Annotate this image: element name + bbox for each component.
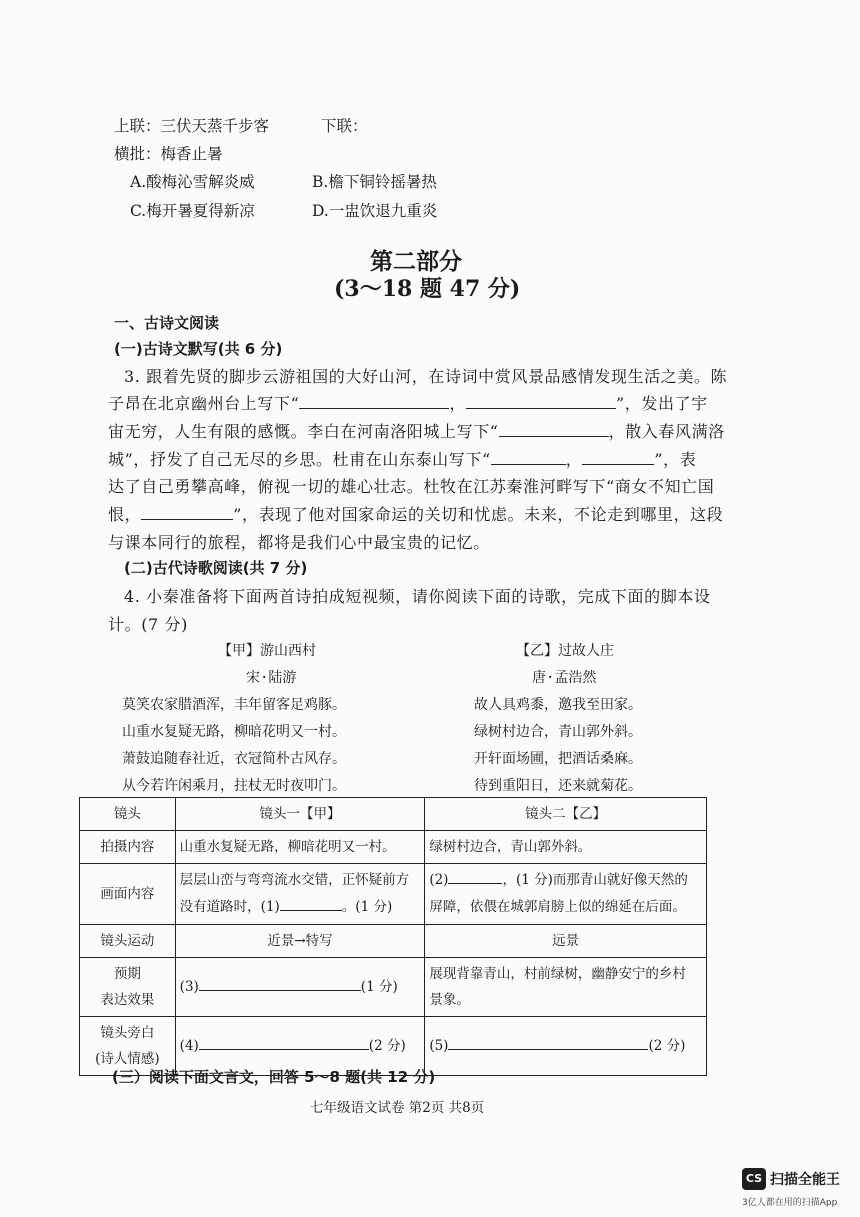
table-cell [425, 958, 707, 1017]
poem-b-author: 唐·孟浩然 [532, 670, 597, 686]
answer-blank[interactable] [199, 976, 361, 991]
scanner-logo-icon: CS [742, 1168, 766, 1190]
poem-b-title: 【乙】过故人庄 [516, 643, 614, 659]
q3-l4-text-c: ”，表 [654, 450, 697, 469]
table-cell [175, 864, 425, 925]
poem-b-line: 故人具鸡黍，邀我至田家。 [474, 697, 642, 713]
option-a: A.酸梅沁雪解炎威 [130, 173, 255, 191]
table-cell: 近景→特写 [175, 925, 425, 958]
table-row [80, 864, 707, 925]
q3-l3-text-a: 宙无穷，人生有限的感慨。李白在河南洛阳城上写下“ [108, 422, 499, 441]
table-cell [425, 864, 707, 925]
header-cell: 镜头 [80, 798, 176, 831]
q3-line-1: 3. 跟着先贤的脚步云游祖国的大好山河，在诗词中赏风景品感情发现生活之美。陈 [124, 367, 728, 386]
cell-line: 层层山峦与弯弯流水交错，正怀疑前方 [179, 872, 410, 888]
couplet-lower: 下联： [321, 117, 368, 135]
table-cell: 绿树村边合，青山郭外斜。 [425, 831, 707, 864]
poem-b-line: 开轩面场圃，把酒话桑麻。 [474, 751, 642, 767]
script-table [79, 797, 707, 1076]
cell-line: 屏障，依偎在城郭肩膀上似的绵延在后面。 [429, 899, 686, 915]
table-cell [425, 1017, 707, 1076]
cell-line: 展现背靠青山，村前绿树，幽静安宁的乡村 [429, 966, 686, 982]
answer-blank[interactable] [199, 1035, 369, 1050]
row-label: 镜头运动 [80, 925, 176, 958]
table-cell: 远景 [425, 925, 707, 958]
page-footer: 七年级语文试卷 第2页 共8页 [310, 1100, 485, 1116]
couplet-horizontal: 横批：梅香止暑 [114, 145, 223, 163]
answer-blank[interactable] [499, 422, 609, 437]
option-d: D.一盅饮退九重炎 [312, 202, 438, 220]
q3-l6-text-a: 恨， [108, 505, 142, 524]
couplet-upper: 上联：三伏天蒸千步客 [114, 117, 270, 135]
cell-text: 没有道路时，(1) [179, 899, 280, 915]
header-cell: 镜头二【乙】 [425, 798, 707, 831]
cell-line [429, 867, 702, 894]
answer-blank[interactable] [448, 1035, 648, 1050]
answer-blank[interactable] [141, 505, 233, 520]
q3-l4-text-a: 城”，抒发了自己无尽的乡思。杜甫在山东泰山写下“ [108, 450, 491, 469]
poem-b-line: 绿树村边合，青山郭外斜。 [474, 724, 642, 740]
answer-blank[interactable] [448, 869, 502, 884]
section-heading-1: 一、古诗文阅读 [114, 314, 220, 332]
row-label-line: 表达效果 [100, 992, 155, 1008]
part-title: 第二部分 [370, 249, 462, 275]
subsection-heading-2: (二)古代诗歌阅读(共 7 分) [124, 559, 308, 577]
row-label: 画面内容 [80, 864, 176, 925]
scanner-tagline: 3亿人都在用的扫描App [742, 1198, 838, 1208]
part-subtitle: (3～18 题 47 分) [334, 276, 521, 302]
q3-l2-text-c: ”，发出了宇 [616, 394, 708, 413]
poem-a-line: 萧鼓追随春社近，衣冠简朴古风存。 [122, 751, 346, 767]
q3-line-3 [108, 419, 725, 442]
cell-text: (1 分) [360, 979, 398, 995]
scanner-app-name: 扫描全能王 [770, 1172, 840, 1188]
q3-line-4 [108, 447, 696, 470]
answer-blank[interactable] [582, 450, 654, 465]
subsection-heading-1: (一)古诗文默写(共 6 分) [114, 340, 283, 358]
table-row [80, 958, 707, 1017]
q3-l2-text-b: ， [449, 394, 466, 413]
cell-text: (4) [179, 1038, 199, 1054]
q3-l6-text-b: ”，表现了他对国家命运的关切和忧虑。未来，不论走到哪里，这段 [233, 505, 724, 524]
q3-line-2 [108, 391, 708, 414]
table-cell [175, 958, 425, 1017]
table-header-row [80, 798, 707, 831]
option-b: B.檐下铜铃摇暑热 [312, 173, 437, 191]
q3-line-5: 达了自己勇攀高峰，俯视一切的雄心壮志。杜牧在江苏秦淮河畔写下“商女不知亡国 [108, 477, 715, 496]
row-label [80, 958, 176, 1017]
q3-l2-text-a: 子昂在北京幽州台上写下“ [108, 394, 300, 413]
cell-line [180, 894, 421, 921]
header-cell: 镜头一【甲】 [175, 798, 425, 831]
cell-text: (5) [429, 1038, 449, 1054]
answer-blank[interactable] [491, 450, 566, 465]
answer-blank[interactable] [466, 394, 616, 409]
cell-text: (3) [179, 979, 199, 995]
poem-a-line: 莫笑农家腊酒浑，丰年留客足鸡豚。 [122, 697, 346, 713]
table-row [80, 925, 707, 958]
poem-a-author: 宋·陆游 [246, 670, 297, 686]
poem-a-title: 【甲】游山西村 [218, 643, 316, 659]
table-cell: 山重水复疑无路，柳暗花明又一村。 [175, 831, 425, 864]
q3-l4-text-b: ， [565, 450, 583, 469]
cell-text: ，(1 分)而那青山就好像天然的 [502, 872, 688, 888]
option-c: C.梅开暑夏得新凉 [130, 202, 255, 220]
row-label: 拍摄内容 [80, 831, 176, 864]
cell-text: (2 分) [368, 1038, 406, 1054]
section-heading-3: (三）阅读下面文言文，回答 5～8 题(共 12 分) [112, 1068, 436, 1086]
cell-text: (2) [429, 872, 449, 888]
q3-line-6 [108, 502, 723, 525]
answer-blank[interactable] [280, 896, 342, 911]
poem-a-line: 从今若许闲乘月，拄杖无时夜叩门。 [122, 778, 346, 794]
q4-line-2: 计。(7 分) [108, 615, 188, 634]
answer-blank[interactable] [299, 394, 449, 409]
q3-line-7: 与课本同行的旅程，都将是我们心中最宝贵的记忆。 [108, 533, 490, 552]
table-row [80, 831, 707, 864]
poem-b-line: 待到重阳日，还来就菊花。 [474, 778, 642, 794]
row-label-line: 镜头旁白 [100, 1025, 155, 1041]
cell-text: 。(1 分) [341, 899, 393, 915]
cell-line: 景象。 [429, 992, 470, 1008]
row-label-line: 预期 [113, 966, 141, 982]
cell-text: (2 分) [648, 1038, 686, 1054]
q4-line-1: 4. 小秦准备将下面两首诗拍成短视频，请你阅读下面的诗歌，完成下面的脚本设 [124, 587, 711, 606]
poem-a-line: 山重水复疑无路，柳暗花明又一村。 [122, 724, 346, 740]
row-label-line: (诗人情感) [95, 1051, 160, 1067]
q3-l3-text-b: ，散入春风满洛 [608, 422, 725, 441]
